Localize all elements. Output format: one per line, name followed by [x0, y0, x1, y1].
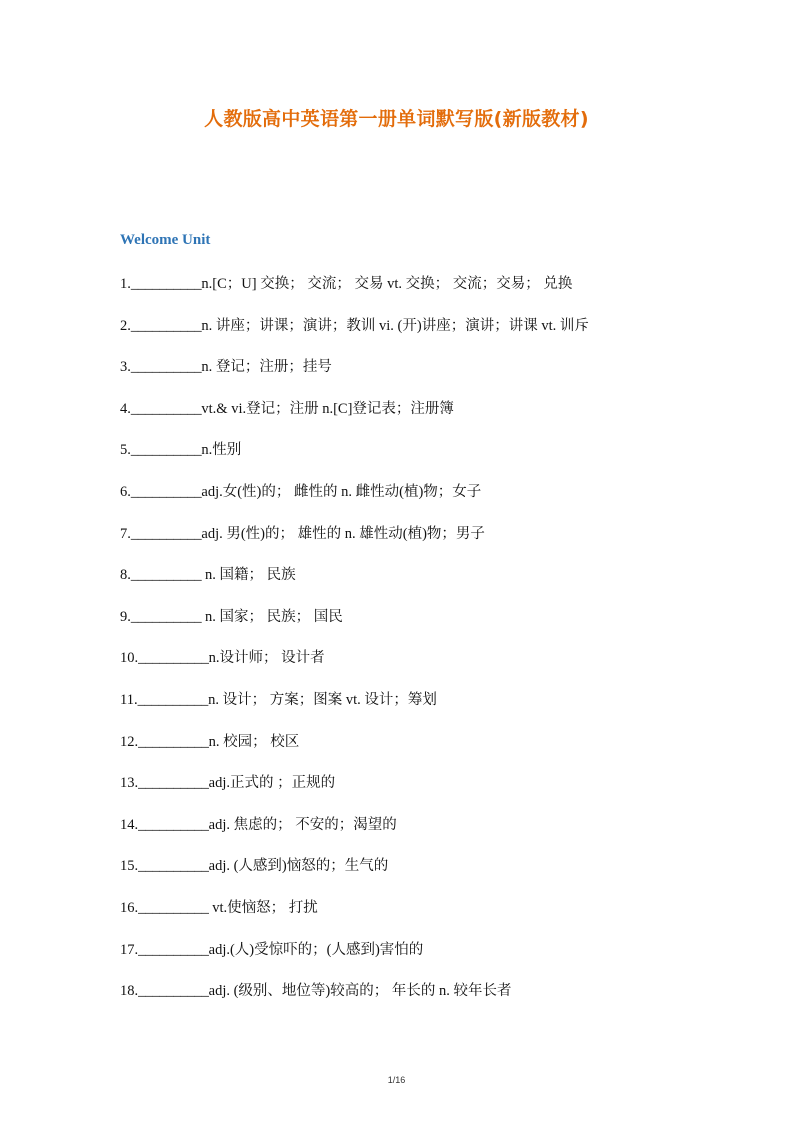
- entry-number: 8.: [120, 567, 131, 584]
- entry-blank: __________: [138, 816, 209, 833]
- vocab-entry: [120, 439, 760, 481]
- entry-definition: adj. (人感到)恼怒的；生气的: [208, 858, 389, 875]
- vocab-entry: [120, 398, 760, 440]
- entry-blank: __________: [138, 983, 209, 1000]
- entry-definition: n. 设计； 方案；图案 vt. 设计；筹划: [208, 691, 437, 708]
- entry-number: 3.: [120, 359, 131, 376]
- vocab-entry: [120, 315, 760, 357]
- entry-blank: __________: [138, 733, 209, 750]
- vocab-entry: [120, 523, 760, 565]
- entry-definition: n.性别: [201, 442, 242, 459]
- entry-blank: __________: [130, 483, 202, 500]
- entry-number: 10.: [120, 650, 139, 667]
- entry-blank: __________: [130, 276, 202, 292]
- entry-number: 12.: [120, 733, 139, 750]
- vocab-entry: [120, 772, 760, 814]
- entry-definition: n. 登记；注册；挂号: [201, 359, 332, 376]
- entry-number: 18.: [120, 983, 139, 1000]
- entry-definition: n. 校园； 校区: [208, 733, 300, 750]
- vocab-entry: [120, 855, 760, 897]
- vocab-entry: [120, 273, 760, 315]
- vocabulary-list: [120, 273, 760, 1022]
- entry-blank: __________: [130, 608, 202, 625]
- entry-blank: __________: [130, 317, 202, 334]
- vocab-entry: [120, 356, 760, 398]
- entry-definition: n. 国籍； 民族: [201, 567, 296, 584]
- entry-number: 15.: [120, 858, 139, 875]
- entry-blank: __________: [138, 941, 209, 958]
- section-heading: Welcome Unit: [120, 232, 211, 248]
- entry-definition: n. 讲座；讲课；演讲；教训 vi. (开)讲座；演讲；讲课 vt. 训斥: [201, 317, 589, 334]
- entry-blank: __________: [138, 775, 209, 792]
- entry-blank: __________: [130, 525, 202, 542]
- vocab-entry: [120, 606, 760, 648]
- entry-definition: adj. (级别、地位等)较高的； 年长的 n. 较年长者: [208, 983, 512, 1000]
- vocab-entry: [120, 481, 760, 523]
- entry-number: 1.: [120, 276, 131, 292]
- entry-blank: __________: [137, 691, 209, 708]
- entry-number: 9.: [120, 608, 131, 625]
- vocab-entry: [120, 647, 760, 689]
- entry-blank: __________: [130, 567, 202, 584]
- entry-number: 11.: [120, 691, 138, 708]
- vocab-entry: [120, 564, 760, 606]
- vocab-entry: [120, 897, 760, 939]
- vocab-entry: [120, 689, 760, 731]
- vocab-entry: [120, 814, 760, 856]
- entry-blank: __________: [130, 400, 202, 417]
- entry-number: 2.: [120, 317, 131, 334]
- entry-definition: adj.女(性)的； 雌性的 n. 雌性动(植)物；女子: [201, 483, 482, 500]
- entry-definition: vt.& vi.登记；注册 n.[C]登记表；注册簿: [201, 400, 454, 417]
- entry-definition: adj. 男(性)的； 雄性的 n. 雄性动(植)物；男子: [201, 525, 485, 542]
- vocab-entry: [120, 980, 760, 1022]
- entry-definition: adj.(人)受惊吓的；(人感到)害怕的: [208, 941, 424, 958]
- entry-definition: vt.使恼怒； 打扰: [208, 899, 318, 916]
- entry-definition: adj.正式的 ；正规的: [208, 775, 336, 792]
- entry-definition: adj. 焦虑的； 不安的；渴望的: [208, 816, 397, 833]
- entry-number: 17.: [120, 941, 139, 958]
- entry-definition: n.[C；U] 交换； 交流； 交易 vt. 交换； 交流；交易； 兑换: [201, 276, 573, 292]
- entry-blank: __________: [130, 359, 202, 376]
- entry-number: 4.: [120, 400, 131, 417]
- entry-number: 5.: [120, 442, 131, 459]
- entry-number: 14.: [120, 816, 139, 833]
- vocab-entry: [120, 731, 760, 773]
- vocab-entry: [120, 939, 760, 981]
- entry-number: 7.: [120, 525, 131, 542]
- entry-definition: n. 国家； 民族； 国民: [201, 608, 343, 625]
- entry-number: 13.: [120, 775, 139, 792]
- entry-blank: __________: [138, 899, 209, 916]
- entry-blank: __________: [130, 442, 202, 459]
- page-number: 1/16: [387, 1075, 406, 1085]
- document-title: 人教版高中英语第一册单词默写版(新版教材): [204, 108, 589, 130]
- entry-number: 16.: [120, 899, 139, 916]
- entry-definition: n.设计师； 设计者: [208, 650, 325, 667]
- entry-number: 6.: [120, 483, 131, 500]
- entry-blank: __________: [138, 650, 209, 667]
- entry-blank: __________: [138, 858, 209, 875]
